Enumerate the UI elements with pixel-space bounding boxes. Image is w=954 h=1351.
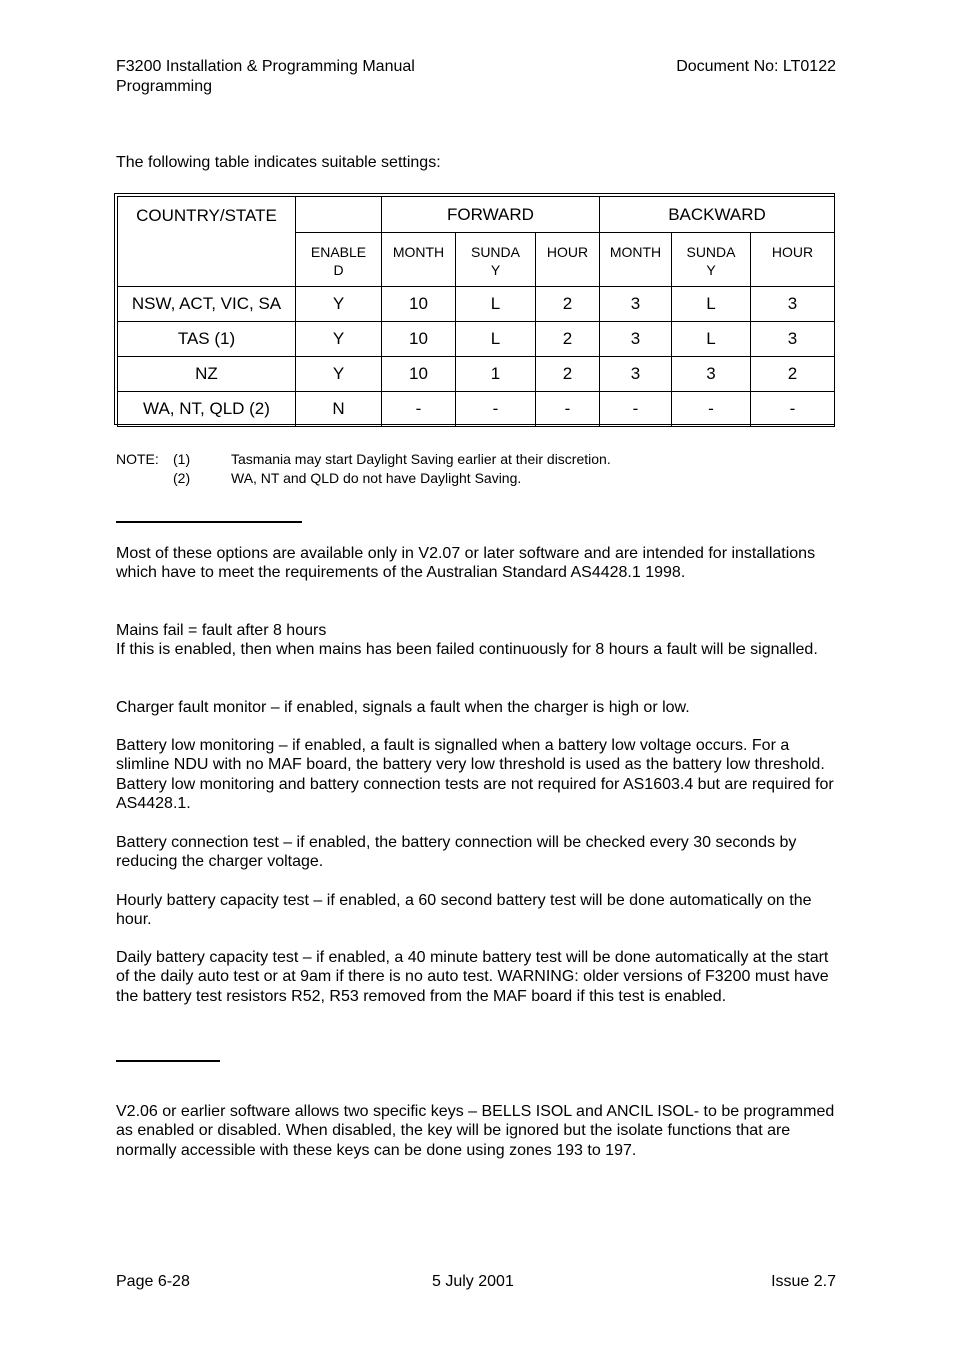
cell-forward-sunday: 1 [456, 357, 536, 392]
settings-table-frame [114, 193, 835, 425]
note-row [116, 450, 611, 469]
cell-backward-hour: 2 [751, 357, 835, 392]
cell-forward-month: 10 [382, 322, 456, 357]
cell-enabled: Y [296, 357, 382, 392]
note-row [116, 469, 611, 488]
section-heading-rule [116, 521, 302, 523]
footer-date: 5 July 2001 [432, 1273, 514, 1290]
cell-backward-sunday: 3 [672, 357, 751, 392]
cell-forward-hour: 2 [536, 357, 600, 392]
cell-backward-hour: 3 [751, 287, 835, 322]
note-number: (1) [173, 451, 191, 467]
issue-number: Issue 2.7 [771, 1273, 836, 1290]
paragraph: Daily battery capacity test – if enabled, a 40 minute battery test will be done automatically at the start of the daily auto test or at 9am if there is no auto test. WARNING: older versions of F3200 must have the battery test resistors R52, R53 removed from the MAF board if this test is enabled. [116, 949, 829, 1005]
paragraph: Mains fail = fault after 8 hours [116, 622, 327, 639]
paragraph: If this is enabled, then when mains has been failed continuously for 8 hours a fault will be signalled. [116, 641, 818, 658]
cell-forward-sunday: L [456, 287, 536, 322]
header-blank [296, 197, 382, 233]
header-forward: FORWARD [382, 197, 600, 233]
intro-text: The following table indicates suitable settings: [116, 154, 441, 171]
header-forward-hour: HOUR [536, 233, 600, 287]
page-number: Page 6-28 [116, 1273, 190, 1290]
paragraph: Charger fault monitor – if enabled, signals a fault when the charger is high or low. [116, 699, 690, 716]
header-backward: BACKWARD [600, 197, 835, 233]
cell-enabled: Y [296, 287, 382, 322]
note-text: Tasmania may start Daylight Saving earlier at their discretion. [231, 451, 611, 467]
table-row [118, 322, 835, 357]
cell-forward-sunday: L [456, 322, 536, 357]
table-notes [116, 450, 611, 488]
cell-forward-hour: - [536, 392, 600, 427]
daylight-saving-table [117, 196, 835, 427]
table-row [118, 357, 835, 392]
paragraph: Hourly battery capacity test – if enabled, a 60 second battery test will be done automatically on the hour. [116, 892, 812, 929]
header-country-state: COUNTRY/STATE [118, 197, 296, 287]
table-row [118, 392, 835, 427]
cell-country: NZ [118, 357, 296, 392]
note-label: NOTE: [116, 451, 159, 467]
cell-forward-hour: 2 [536, 287, 600, 322]
cell-backward-sunday: L [672, 287, 751, 322]
paragraph: Most of these options are available only in V2.07 or later software and are intended for installations which have to meet the requirements of the Australian Standard AS4428.1 1998. [116, 545, 816, 582]
cell-country: NSW, ACT, VIC, SA [118, 287, 296, 322]
header-enabled: ENABLE D [296, 233, 382, 287]
cell-forward-hour: 2 [536, 322, 600, 357]
paragraph: Battery low monitoring – if enabled, a fault is signalled when a battery low voltage occurs. For a slimline NDU with no MAF board, the battery very low threshold is used as the battery low threshold. Battery low monitoring and battery connection tests are not required for AS1603.4 but are required for AS4428.1. [116, 737, 834, 812]
note-number: (2) [173, 470, 191, 486]
cell-forward-month: - [382, 392, 456, 427]
cell-backward-month: 3 [600, 322, 672, 357]
cell-enabled: N [296, 392, 382, 427]
paragraph: Battery connection test – if enabled, the battery connection will be checked every 30 seconds by reducing the charger voltage. [116, 834, 797, 871]
cell-forward-month: 10 [382, 287, 456, 322]
cell-backward-month: 3 [600, 287, 672, 322]
cell-backward-month: 3 [600, 357, 672, 392]
cell-forward-month: 10 [382, 357, 456, 392]
header-backward-sunday: SUNDA Y [672, 233, 751, 287]
section-heading-rule [116, 1060, 220, 1062]
cell-country: WA, NT, QLD (2) [118, 392, 296, 427]
cell-forward-sunday: - [456, 392, 536, 427]
manual-title: F3200 Installation & Programming Manual [116, 58, 415, 75]
cell-backward-hour: 3 [751, 322, 835, 357]
header-forward-sunday: SUNDA Y [456, 233, 536, 287]
note-text: WA, NT and QLD do not have Daylight Saving. [231, 470, 522, 486]
header-backward-hour: HOUR [751, 233, 835, 287]
cell-backward-sunday: - [672, 392, 751, 427]
table-row [118, 287, 835, 322]
cell-country: TAS (1) [118, 322, 296, 357]
paragraph: V2.06 or earlier software allows two specific keys – BELLS ISOL and ANCIL ISOL- to be programmed as enabled or disabled. When disabled, the key will be ignored but the isolate functions that are normally accessible with these keys can be done using zones 193 to 197. [116, 1103, 835, 1159]
cell-backward-month: - [600, 392, 672, 427]
document-number: Document No: LT0122 [676, 58, 836, 75]
cell-backward-hour: - [751, 392, 835, 427]
section-name: Programming [116, 78, 213, 95]
header-left [116, 57, 415, 97]
cell-backward-sunday: L [672, 322, 751, 357]
cell-enabled: Y [296, 322, 382, 357]
header-backward-month: MONTH [600, 233, 672, 287]
header-forward-month: MONTH [382, 233, 456, 287]
